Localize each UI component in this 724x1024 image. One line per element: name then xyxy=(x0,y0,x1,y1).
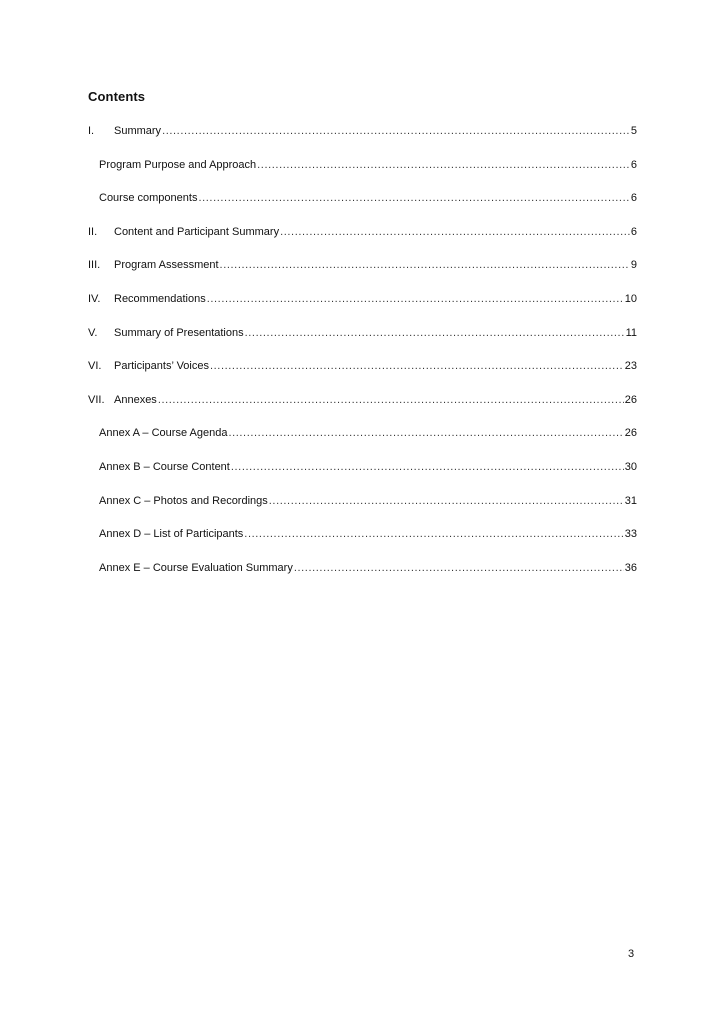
toc-entry-title[interactable]: Annex A – Course Agenda xyxy=(99,427,228,440)
toc-entry-number: II. xyxy=(88,225,98,238)
toc-entry-page[interactable]: 31 xyxy=(624,494,637,507)
toc-entry-page[interactable]: 10 xyxy=(624,292,637,305)
toc-entry[interactable] xyxy=(88,393,637,427)
toc-dot-leader xyxy=(269,494,624,508)
toc-entry-page[interactable]: 36 xyxy=(624,561,637,574)
toc-dot-leader xyxy=(244,527,623,541)
toc-entry[interactable] xyxy=(88,494,637,528)
toc-entry[interactable] xyxy=(88,191,637,225)
toc-entry-title[interactable]: Annex E – Course Evaluation Summary xyxy=(99,561,293,574)
toc-entry-number: VI. xyxy=(88,360,102,373)
toc-entry-title[interactable]: Annex D – List of Participants xyxy=(99,528,244,541)
toc-entry[interactable] xyxy=(88,561,637,595)
page-number: 3 xyxy=(628,948,635,960)
toc-heading: Contents xyxy=(88,89,146,104)
toc-entry-page[interactable]: 9 xyxy=(630,259,637,272)
toc-entry-page[interactable]: 6 xyxy=(630,158,637,171)
toc-entry-number: V. xyxy=(88,326,98,339)
toc-entry-number: III. xyxy=(88,259,101,272)
toc-entry-title[interactable]: Participants’ Voices xyxy=(114,360,209,373)
toc-entry[interactable] xyxy=(88,426,637,460)
toc-entry-number: IV. xyxy=(88,292,101,305)
toc-entry-title[interactable]: Program Assessment xyxy=(114,259,219,272)
toc-entry-title[interactable]: Summary xyxy=(114,125,162,137)
toc-entry-page[interactable]: 26 xyxy=(624,393,637,406)
toc-dot-leader xyxy=(294,561,624,575)
toc-dot-leader xyxy=(207,292,624,306)
toc-entry[interactable] xyxy=(88,225,637,259)
toc-entry-page[interactable]: 5 xyxy=(630,125,637,137)
toc-dot-leader xyxy=(198,191,629,205)
toc-dot-leader xyxy=(220,258,630,272)
toc-entry[interactable] xyxy=(88,326,637,360)
toc-entry-page[interactable]: 6 xyxy=(630,192,637,205)
toc-dot-leader xyxy=(158,393,624,407)
toc-entry-title[interactable]: Content and Participant Summary xyxy=(114,225,280,238)
toc-dot-leader xyxy=(257,158,630,172)
toc-dot-leader xyxy=(228,426,623,440)
toc-entry[interactable] xyxy=(88,158,637,192)
toc-entry[interactable] xyxy=(88,460,637,494)
toc-entry-page[interactable]: 26 xyxy=(624,427,637,440)
toc-entry-page[interactable]: 11 xyxy=(625,326,637,339)
toc-list xyxy=(88,124,637,594)
toc-entry[interactable] xyxy=(88,359,637,393)
toc-dot-leader xyxy=(210,359,624,373)
toc-entry-title[interactable]: Program Purpose and Approach xyxy=(99,158,257,171)
toc-dot-leader xyxy=(245,326,625,340)
toc-entry-title[interactable]: Summary of Presentations xyxy=(114,326,244,339)
toc-dot-leader xyxy=(162,124,630,138)
toc-entry-page[interactable]: 33 xyxy=(624,528,637,541)
toc-entry-title[interactable]: Annex B – Course Content xyxy=(99,460,230,473)
toc-entry[interactable] xyxy=(88,124,637,158)
toc-entry-page[interactable]: 30 xyxy=(624,460,637,473)
toc-entry[interactable] xyxy=(88,292,637,326)
toc-entry-page[interactable]: 23 xyxy=(624,360,637,373)
toc-dot-leader xyxy=(280,225,630,239)
toc-dot-leader xyxy=(231,460,624,474)
toc-entry-title[interactable]: Annex C – Photos and Recordings xyxy=(99,494,268,507)
toc-entry[interactable] xyxy=(88,258,637,292)
toc-entry-page[interactable]: 6 xyxy=(630,225,637,238)
toc-entry-title[interactable]: Course components xyxy=(99,192,198,205)
toc-entry-number: I. xyxy=(88,125,95,137)
toc-entry[interactable] xyxy=(88,527,637,561)
toc-entry-title[interactable]: Annexes xyxy=(114,393,157,406)
toc-entry-title[interactable]: Recommendations xyxy=(114,292,206,305)
toc-entry-number: VII. xyxy=(88,393,105,406)
